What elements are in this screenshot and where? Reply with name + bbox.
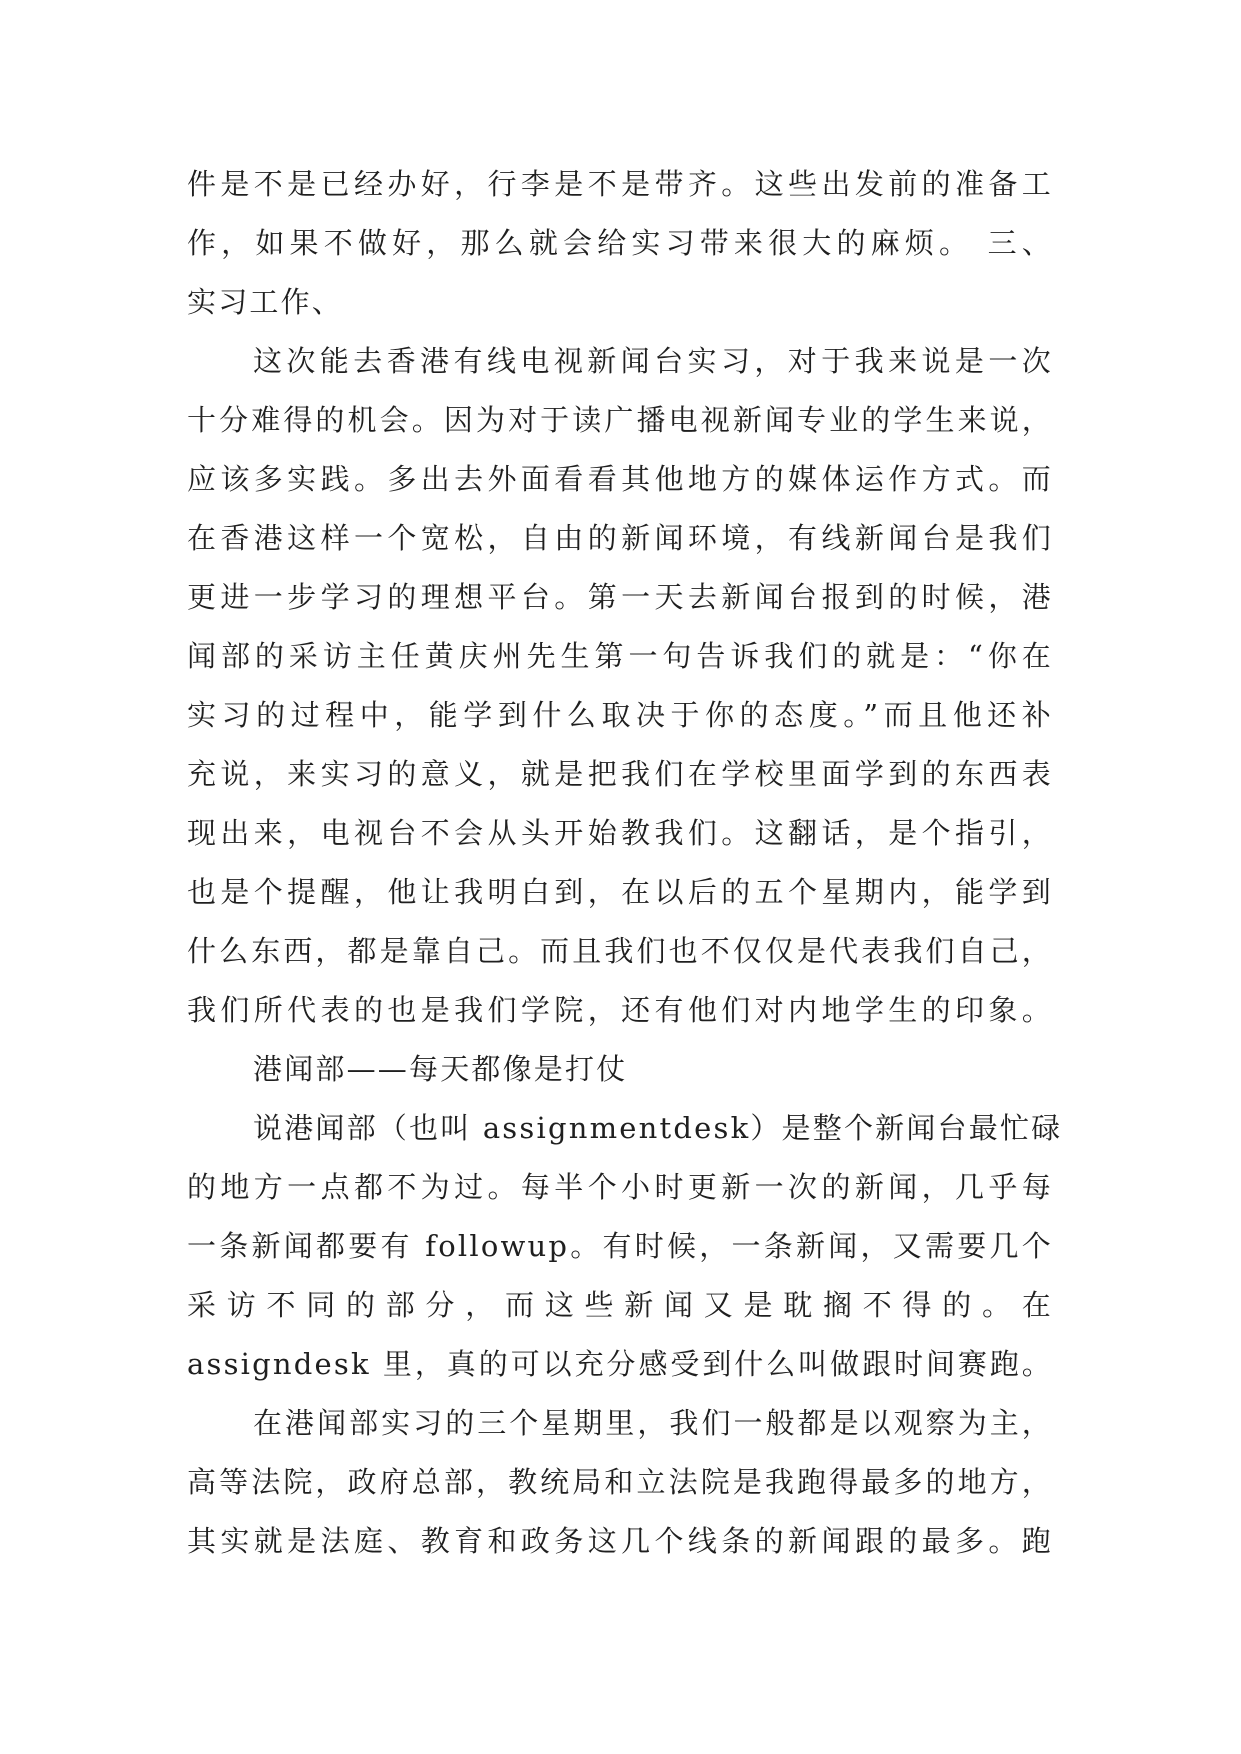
text-line: 一条新闻都要有 followup。有时候，一条新闻，又需要几个 [187, 1229, 1053, 1263]
text-line: 其实就是法庭、教育和政务这几个线条的新闻跟的最多。跑 [187, 1524, 1053, 1558]
text-line: assigndesk 里，真的可以充分感受到什么叫做跟时间赛跑。 [187, 1347, 1053, 1381]
text-line: 作，如果不做好，那么就会给实习带来很大的麻烦。 三、 [187, 226, 1053, 260]
text-line: 十分难得的机会。因为对于读广播电视新闻专业的学生来说， [187, 403, 1053, 437]
text-line: 闻部的采访主任黄庆州先生第一句告诉我们的就是：“你在 [187, 639, 1053, 673]
paragraph-first-line: 说港闻部（也叫 assignmentdesk）是整个新闻台最忙碌 [253, 1111, 1063, 1145]
section-heading: 港闻部——每天都像是打仗 [253, 1052, 628, 1086]
text-line: 采访不同的部分，而这些新闻又是耽搁不得的。在 [187, 1288, 1053, 1322]
text-line: 高等法院，政府总部，教统局和立法院是我跑得最多的地方， [187, 1465, 1053, 1499]
text-line: 更进一步学习的理想平台。第一天去新闻台报到的时候，港 [187, 580, 1053, 614]
text-line: 什么东西，都是靠自己。而且我们也不仅仅是代表我们自己， [187, 934, 1053, 968]
paragraph-first-line: 这次能去香港有线电视新闻台实习，对于我来说是一次 [253, 344, 1053, 378]
text-line: 在香港这样一个宽松，自由的新闻环境，有线新闻台是我们 [187, 521, 1053, 555]
text-line: 实习工作、 [187, 285, 344, 319]
text-line: 充说，来实习的意义，就是把我们在学校里面学到的东西表 [187, 757, 1053, 791]
text-line: 实习的过程中，能学到什么取决于你的态度。”而且他还补 [187, 698, 1053, 732]
text-line: 应该多实践。多出去外面看看其他地方的媒体运作方式。而 [187, 462, 1053, 496]
body-text [187, 155, 1063, 1571]
text-line: 件是不是已经办好，行李是不是带齐。这些出发前的准备工 [187, 167, 1053, 201]
paragraph-first-line: 在港闻部实习的三个星期里，我们一般都是以观察为主， [253, 1406, 1053, 1440]
text-line: 现出来，电视台不会从头开始教我们。这翻话，是个指引， [187, 816, 1053, 850]
text-line: 我们所代表的也是我们学院，还有他们对内地学生的印象。 [187, 993, 1053, 1027]
text-line: 的地方一点都不为过。每半个小时更新一次的新闻，几乎每 [187, 1170, 1053, 1204]
text-line: 也是个提醒，他让我明白到，在以后的五个星期内，能学到 [187, 875, 1053, 909]
